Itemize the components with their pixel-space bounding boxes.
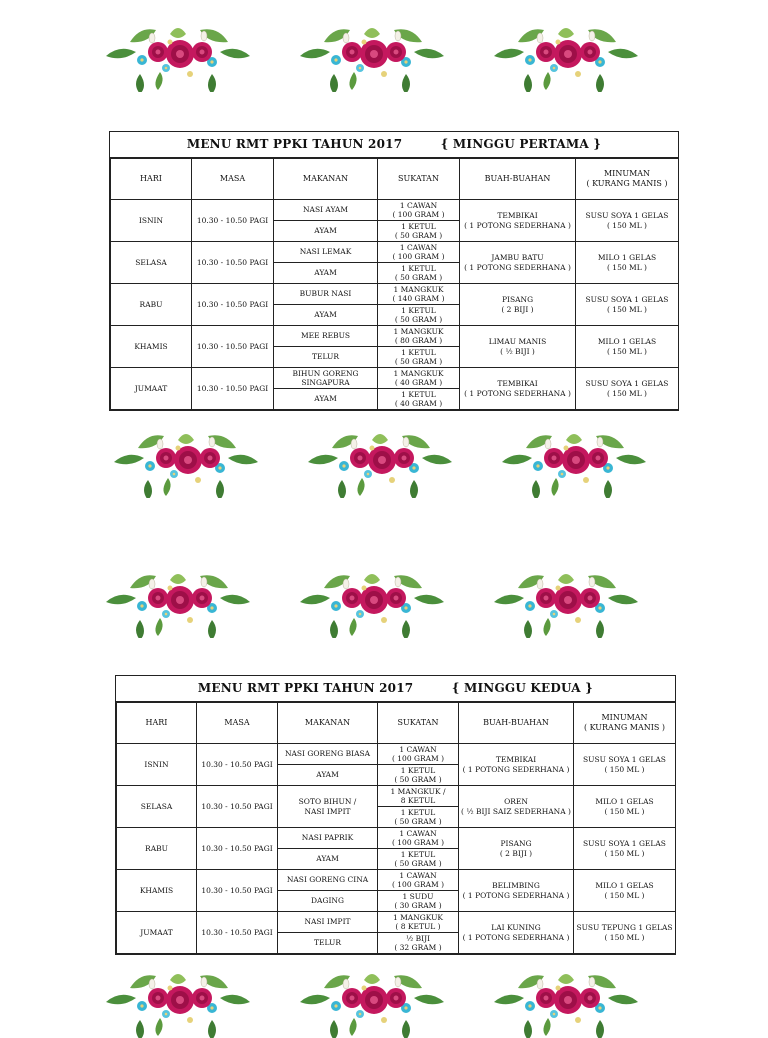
cell-sukatan — [378, 849, 459, 870]
header-row — [111, 159, 679, 200]
cell-minuman — [574, 828, 676, 870]
header-hari: HARI — [111, 159, 192, 200]
cell-sukatan — [378, 305, 460, 326]
cell-buah — [459, 786, 574, 828]
sukatan-2: ( 30 GRAM ) — [394, 901, 442, 910]
cell-buah — [460, 368, 576, 410]
cell-makanan: NASI GORENG BIASA — [278, 744, 378, 765]
table-row — [111, 200, 679, 221]
minuman-1: SUSU SOYA 1 GELAS — [585, 379, 669, 388]
header-minuman — [576, 159, 679, 200]
sukatan-2: ( 100 GRAM ) — [392, 210, 445, 219]
minuman-1: SUSU TEPUNG 1 GELAS — [576, 923, 673, 932]
cell-sukatan — [378, 326, 460, 347]
menu-week-1 — [109, 131, 679, 411]
header-minuman — [574, 703, 676, 744]
cell-minuman — [576, 368, 679, 410]
sukatan-1: 1 KETUL — [400, 765, 436, 775]
cell-makanan: TELUR — [278, 933, 378, 954]
cell-sukatan — [378, 263, 460, 284]
cell-hari: JUMAAT — [117, 912, 197, 954]
table-row — [111, 326, 679, 347]
buah-2: ( 1 POTONG SEDERHANA ) — [464, 220, 571, 230]
sukatan-1: 1 CAWAN — [399, 744, 437, 754]
cell-makanan: DAGING — [278, 891, 378, 912]
menu-week-label: { MINGGU PERTAMA } — [440, 137, 602, 151]
cell-hari: RABU — [111, 284, 192, 326]
cell-hari: SELASA — [111, 242, 192, 284]
menu-title — [116, 676, 675, 702]
table-row — [117, 786, 676, 807]
sukatan-1: 1 CAWAN — [399, 870, 437, 880]
header-makanan: MAKANAN — [274, 159, 378, 200]
header-minuman-2: ( KURANG MANIS ) — [586, 179, 668, 188]
cell-masa: 10.30 - 10.50 PAGI — [197, 744, 278, 786]
cell-makanan: NASI AYAM — [274, 200, 378, 221]
cell-masa: 10.30 - 10.50 PAGI — [197, 828, 278, 870]
cell-makanan: BUBUR NASI — [274, 284, 378, 305]
sukatan-2: ( 50 GRAM ) — [394, 357, 443, 366]
minuman-2: ( 150 ML ) — [604, 848, 645, 858]
cell-masa: 10.30 - 10.50 PAGI — [192, 368, 274, 410]
menu-table — [110, 158, 679, 410]
sukatan-2: ( 50 GRAM ) — [394, 273, 443, 282]
minuman-1: SUSU SOYA 1 GELAS — [583, 755, 666, 764]
buah-1: LAI KUNING — [491, 923, 541, 932]
sukatan-2: ( 40 GRAM ) — [394, 378, 443, 387]
cell-sukatan — [378, 389, 460, 410]
header-makanan: MAKANAN — [278, 703, 378, 744]
cell-sukatan — [378, 284, 460, 305]
sukatan-1: 1 CAWAN — [399, 828, 437, 838]
minuman-2: ( 150 ML ) — [607, 388, 647, 398]
sukatan-2: ( 140 GRAM ) — [392, 294, 445, 303]
cell-makanan: AYAM — [274, 221, 378, 242]
cell-makanan: NASI GORENG CINA — [278, 870, 378, 891]
cell-sukatan — [378, 744, 459, 765]
cell-sukatan — [378, 200, 460, 221]
sukatan-1: 1 MANGKUK — [392, 912, 444, 922]
minuman-1: MILO 1 GELAS — [595, 881, 654, 890]
cell-minuman — [576, 284, 679, 326]
buah-2: ( 1 POTONG SEDERHANA ) — [464, 262, 571, 272]
makanan-2: NASI IMPIT — [304, 806, 351, 816]
sukatan-1: 1 KETUL — [400, 807, 436, 817]
cell-sukatan — [378, 347, 460, 368]
sukatan-2: ( 80 GRAM ) — [394, 336, 443, 345]
cell-makanan — [274, 368, 378, 389]
minuman-2: ( 150 ML ) — [607, 262, 647, 272]
buah-1: PISANG — [500, 839, 532, 848]
table-row — [117, 912, 676, 933]
table-row — [117, 744, 676, 765]
cell-makanan: AYAM — [274, 263, 378, 284]
buah-1: OREN — [504, 797, 528, 806]
cell-buah — [460, 326, 576, 368]
cell-buah — [460, 200, 576, 242]
header-minuman-2: ( KURANG MANIS ) — [583, 723, 666, 732]
cell-makanan: AYAM — [274, 305, 378, 326]
cell-masa: 10.30 - 10.50 PAGI — [192, 284, 274, 326]
header-sukatan: SUKATAN — [378, 703, 459, 744]
minuman-1: SUSU SOYA 1 GELAS — [583, 839, 666, 848]
floral-garland-icon — [100, 568, 684, 638]
sukatan-1: 1 SUDU — [402, 891, 434, 901]
sukatan-2: ( 50 GRAM ) — [394, 817, 442, 826]
cell-makanan: NASI LEMAK — [274, 242, 378, 263]
table-row — [111, 368, 679, 389]
sukatan-2: ( 100 GRAM ) — [391, 880, 445, 889]
floral-garland-icon — [100, 968, 684, 1038]
sukatan-2: ( 100 GRAM ) — [391, 754, 445, 763]
minuman-1: SUSU SOYA 1 GELAS — [585, 211, 669, 220]
buah-2: ( 1 POTONG SEDERHANA ) — [462, 764, 570, 774]
header-buah: BUAH-BUAHAN — [459, 703, 574, 744]
table-row — [111, 284, 679, 305]
sukatan-1: 1 KETUL — [401, 305, 436, 315]
minuman-2: ( 150 ML ) — [607, 346, 647, 356]
makanan-1: SOTO BIHUN / — [298, 797, 357, 806]
sukatan-1: 1 CAWAN — [399, 242, 438, 252]
sukatan-1: 1 CAWAN — [399, 200, 438, 210]
buah-2: ( ½ BIJI SAIZ SEDERHANA ) — [461, 806, 571, 816]
cell-masa: 10.30 - 10.50 PAGI — [197, 870, 278, 912]
minuman-1: MILO 1 GELAS — [597, 253, 657, 262]
sukatan-2: ( 50 GRAM ) — [394, 315, 443, 324]
cell-sukatan — [378, 807, 459, 828]
cell-minuman — [576, 242, 679, 284]
minuman-2: ( 150 ML ) — [607, 220, 647, 230]
table-row — [111, 242, 679, 263]
cell-masa: 10.30 - 10.50 PAGI — [197, 786, 278, 828]
cell-makanan: TELUR — [274, 347, 378, 368]
menu-table — [116, 702, 676, 954]
sukatan-1: 1 MANGKUK — [393, 284, 444, 294]
buah-1: TEMBIKAI — [497, 379, 538, 388]
sukatan-1: 1 KETUL — [401, 347, 436, 357]
cell-hari: KHAMIS — [117, 870, 197, 912]
table-row — [117, 828, 676, 849]
header-hari: HARI — [117, 703, 197, 744]
minuman-2: ( 150 ML ) — [604, 806, 645, 816]
sukatan-2: ( 50 GRAM ) — [394, 231, 443, 240]
sukatan-2: ( 40 GRAM ) — [394, 399, 443, 408]
sukatan-2: ( 32 GRAM ) — [394, 943, 442, 952]
cell-minuman — [574, 912, 676, 954]
makanan-2: SINGAPURA — [301, 378, 350, 387]
sukatan-1: ½ BIJI — [405, 933, 431, 943]
sukatan-2: 8 KETUL — [400, 796, 436, 805]
floral-garland-icon — [108, 428, 692, 498]
cell-sukatan — [378, 221, 460, 242]
cell-sukatan — [378, 242, 460, 263]
cell-hari: JUMAAT — [111, 368, 192, 410]
cell-sukatan — [378, 765, 459, 786]
sukatan-2: ( 100 GRAM ) — [391, 838, 445, 847]
cell-masa: 10.30 - 10.50 PAGI — [192, 242, 274, 284]
cell-makanan: AYAM — [274, 389, 378, 410]
buah-2: ( ½ BIJI ) — [500, 346, 535, 356]
makanan-1: BIHUN GORENG — [292, 368, 359, 378]
menu-title-text: MENU RMT PPKI TAHUN 2017 — [186, 137, 403, 151]
cell-masa: 10.30 - 10.50 PAGI — [192, 200, 274, 242]
buah-1: JAMBU BATU — [491, 253, 544, 262]
cell-hari: ISNIN — [111, 200, 192, 242]
cell-minuman — [574, 786, 676, 828]
cell-makanan: NASI IMPIT — [278, 912, 378, 933]
cell-buah — [459, 828, 574, 870]
minuman-2: ( 150 ML ) — [607, 304, 647, 314]
header-sukatan: SUKATAN — [378, 159, 460, 200]
sukatan-1: 1 KETUL — [400, 849, 436, 859]
cell-buah — [460, 284, 576, 326]
cell-minuman — [576, 326, 679, 368]
sukatan-1: 1 KETUL — [401, 221, 436, 231]
minuman-1: MILO 1 GELAS — [595, 797, 654, 806]
minuman-2: ( 150 ML ) — [604, 764, 645, 774]
menu-title-text: MENU RMT PPKI TAHUN 2017 — [197, 681, 414, 695]
header-masa: MASA — [192, 159, 274, 200]
cell-makanan: NASI PAPRIK — [278, 828, 378, 849]
buah-2: ( 2 BIJI ) — [499, 848, 533, 858]
buah-1: TEMBIKAI — [497, 211, 538, 220]
sukatan-2: ( 50 GRAM ) — [394, 859, 442, 868]
cell-makanan: MEE REBUS — [274, 326, 378, 347]
cell-sukatan — [378, 870, 459, 891]
cell-sukatan — [378, 368, 460, 389]
minuman-2: ( 150 ML ) — [604, 932, 645, 942]
minuman-1: MILO 1 GELAS — [597, 337, 657, 346]
menu-week-label: { MINGGU KEDUA } — [451, 681, 594, 695]
sukatan-1: 1 KETUL — [401, 263, 436, 273]
buah-2: ( 1 POTONG SEDERHANA ) — [462, 932, 570, 942]
sukatan-2: ( 8 KETUL ) — [395, 922, 441, 931]
header-masa: MASA — [197, 703, 278, 744]
cell-sukatan — [378, 786, 459, 807]
cell-minuman — [574, 870, 676, 912]
cell-makanan: AYAM — [278, 849, 378, 870]
cell-masa: 10.30 - 10.50 PAGI — [192, 326, 274, 368]
sukatan-1: 1 KETUL — [401, 389, 436, 399]
cell-masa: 10.30 - 10.50 PAGI — [197, 912, 278, 954]
header-minuman-1: MINUMAN — [603, 169, 651, 178]
cell-makanan — [278, 786, 378, 828]
cell-buah — [459, 912, 574, 954]
sukatan-2: ( 50 GRAM ) — [394, 775, 442, 784]
buah-2: ( 2 BIJI ) — [501, 304, 534, 314]
cell-hari: KHAMIS — [111, 326, 192, 368]
menu-title — [110, 132, 678, 158]
buah-1: BELIMBING — [492, 881, 540, 890]
buah-2: ( 1 POTONG SEDERHANA ) — [462, 890, 570, 900]
cell-buah — [459, 870, 574, 912]
cell-buah — [460, 242, 576, 284]
cell-sukatan — [378, 891, 459, 912]
floral-garland-icon — [100, 22, 684, 92]
sukatan-1: 1 MANGKUK / — [390, 786, 446, 796]
buah-1: TEMBIKAI — [495, 755, 537, 764]
buah-2: ( 1 POTONG SEDERHANA ) — [464, 388, 571, 398]
menu-week-2 — [115, 675, 676, 955]
cell-hari: RABU — [117, 828, 197, 870]
cell-hari: ISNIN — [117, 744, 197, 786]
header-row — [117, 703, 676, 744]
buah-1: LIMAU MANIS — [488, 337, 547, 346]
header-buah: BUAH-BUAHAN — [460, 159, 576, 200]
minuman-1: SUSU SOYA 1 GELAS — [585, 295, 669, 304]
header-minuman-1: MINUMAN — [601, 713, 648, 722]
sukatan-2: ( 100 GRAM ) — [392, 252, 445, 261]
cell-buah — [459, 744, 574, 786]
cell-sukatan — [378, 933, 459, 954]
cell-minuman — [574, 744, 676, 786]
sukatan-1: 1 MANGKUK — [393, 368, 444, 378]
cell-sukatan — [378, 912, 459, 933]
minuman-2: ( 150 ML ) — [604, 890, 645, 900]
table-row — [117, 870, 676, 891]
cell-hari: SELASA — [117, 786, 197, 828]
cell-minuman — [576, 200, 679, 242]
buah-1: PISANG — [501, 295, 534, 304]
cell-makanan: AYAM — [278, 765, 378, 786]
cell-sukatan — [378, 828, 459, 849]
sukatan-1: 1 MANGKUK — [393, 326, 444, 336]
